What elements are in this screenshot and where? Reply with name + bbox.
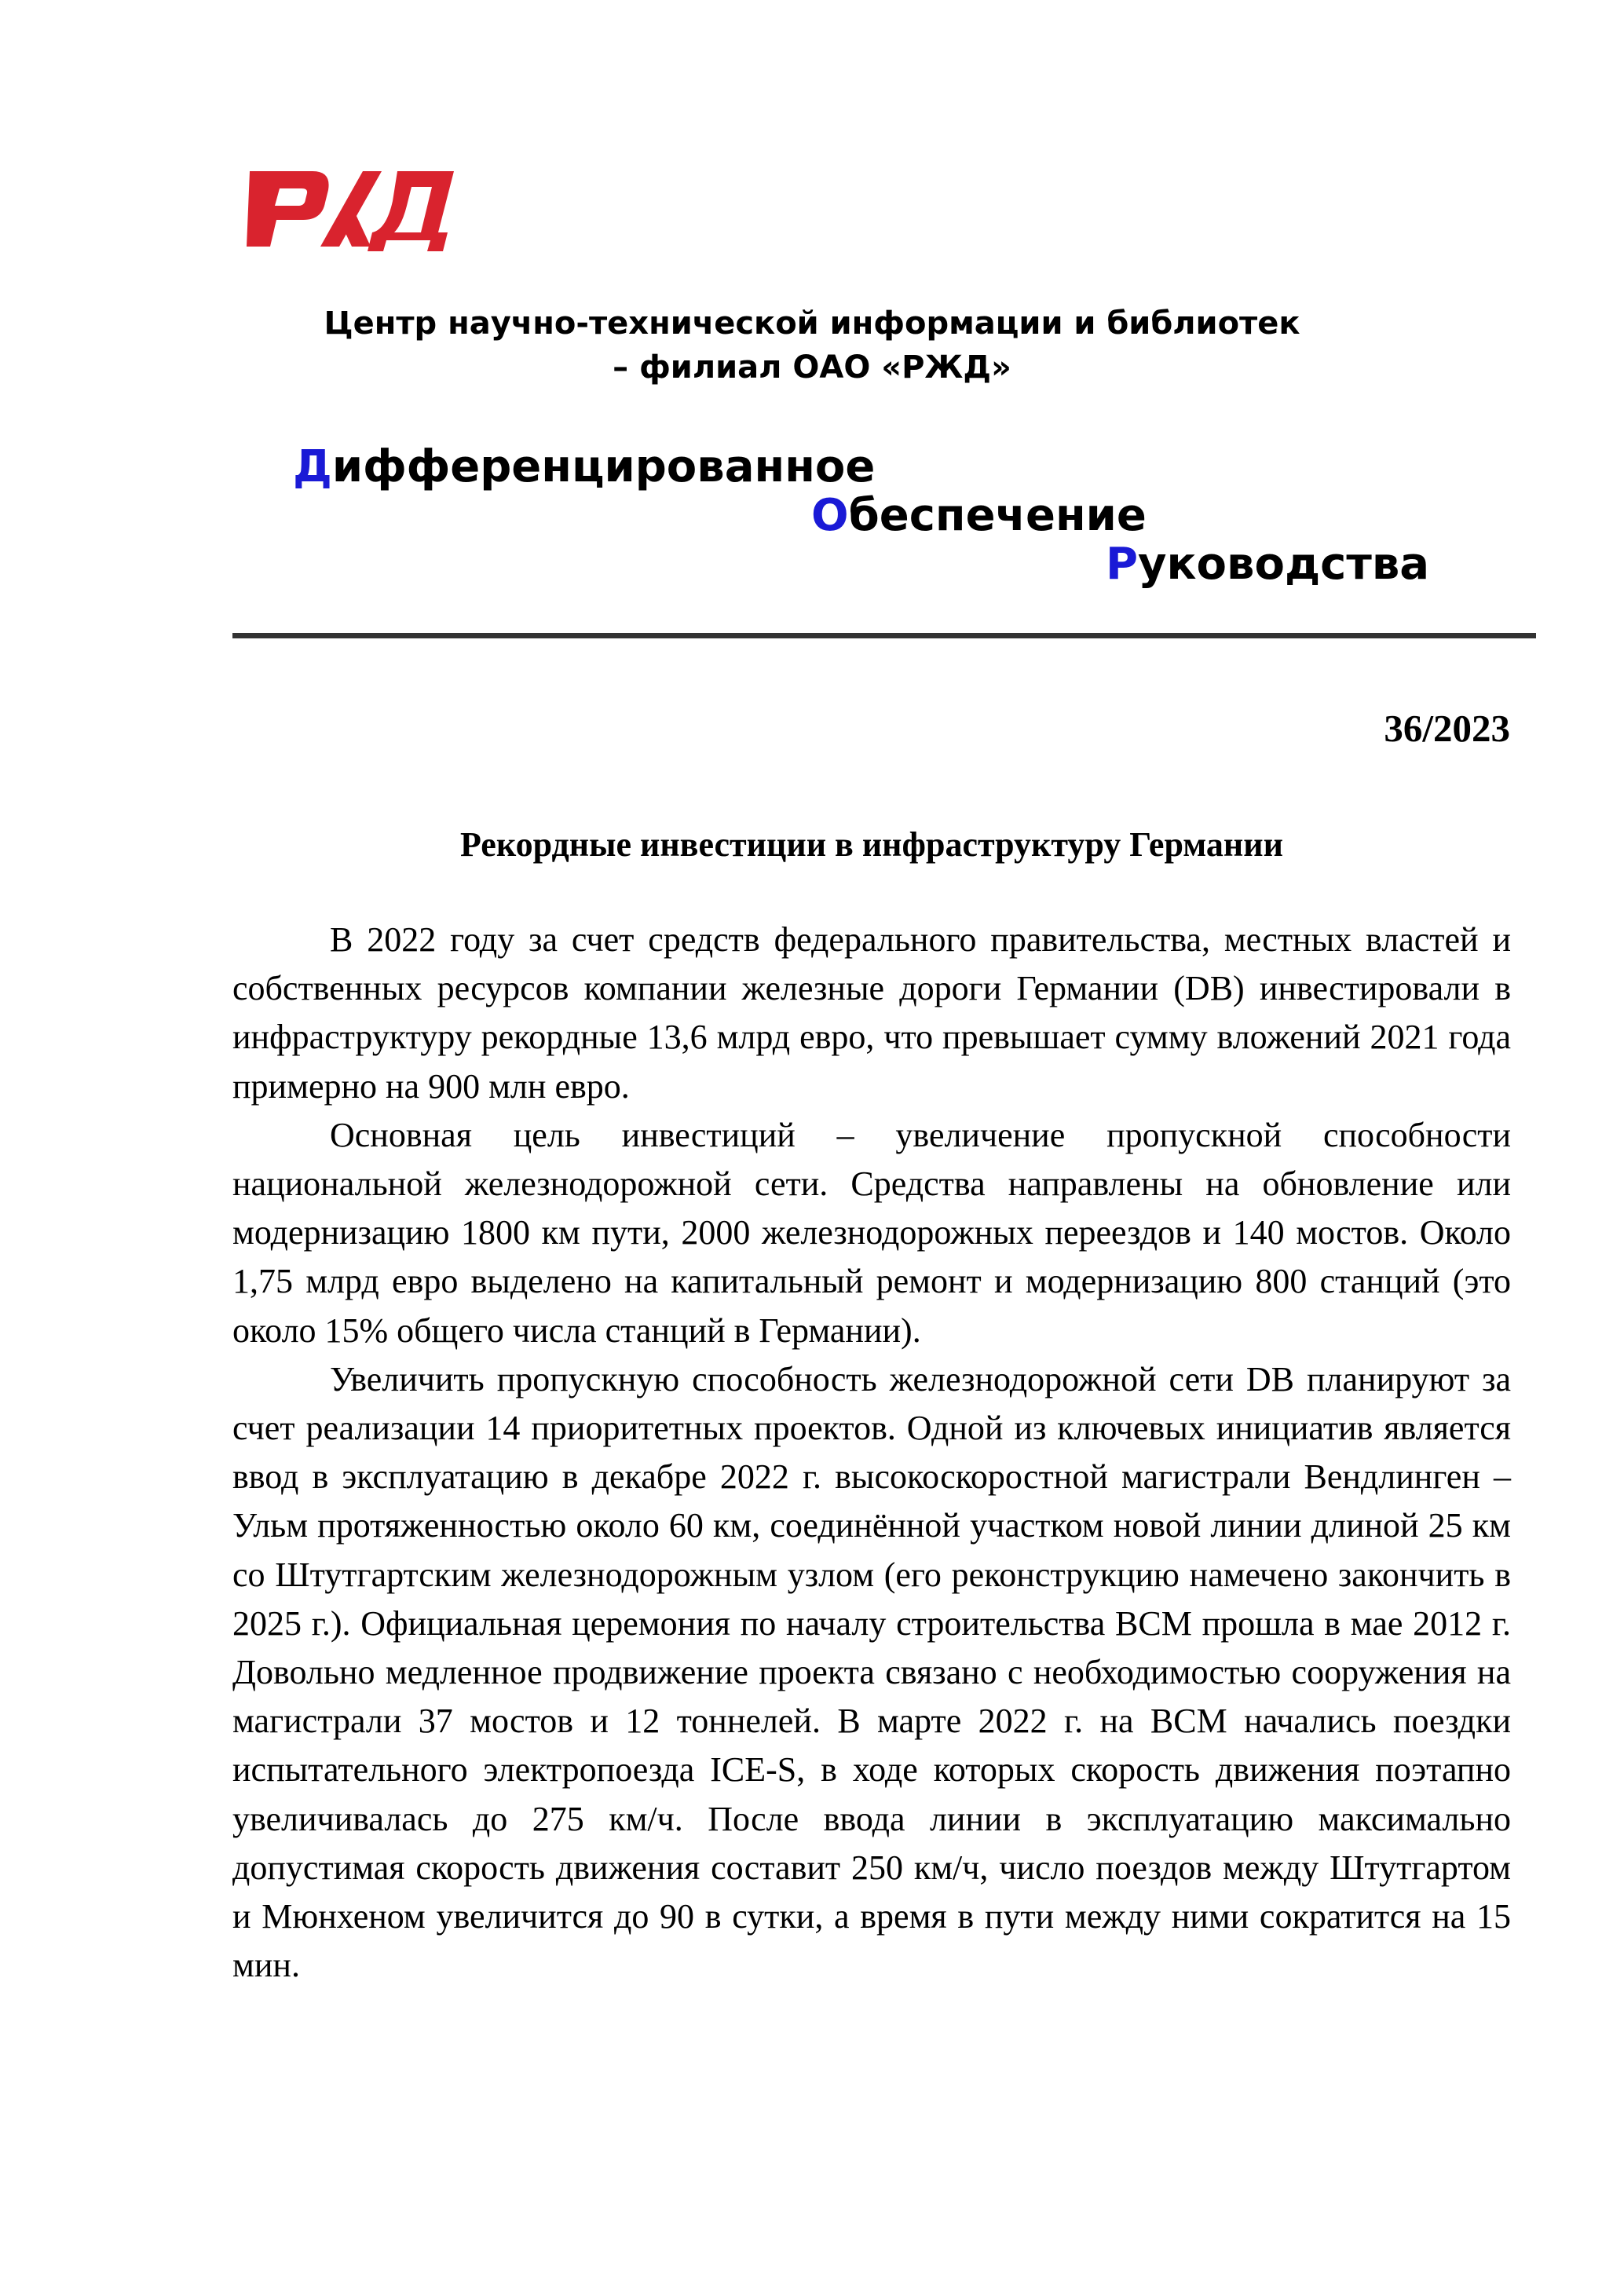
product-name-word-1: [293, 440, 875, 495]
product-initial-3: Р: [1106, 539, 1139, 590]
article-paragraph-1: В 2022 году за счет средств федерального правительства, местных властей и собственных ресурсов компании железные дороги Германии (DB) инвестировали в инфраструктуру рекордные 13,6 млрд евро, что превышает сумму вложений 2021 года примерно на 900 млн евро.: [232, 920, 1511, 1106]
product-word-rest-2: беспечение: [848, 490, 1147, 541]
article-paragraph-3: Увеличить пропускную способность железнодорожной сети DB планируют за счет реализации 14 приоритетных проектов. Одной из ключевых инициатив является ввод в эксплуатацию в декабре 2022 г. высокоскоростной магистрали Вендлинген – Ульм протяженностью около 60 км, соединённой участком новой линии длиной 25 км со Штутгартским железнодорожным узлом (его реконструкцию намечено закончить в 2025 г.). Официальная церемония по началу строительства ВСМ прошла в мае 2012 г. Довольно медленное продвижение проекта связано с необходимостью сооружения на магистрали 37 мостов и 12 тоннелей. В марте 2022 г. на ВСМ начались поездки испытательного электропоезда ICE-S, в ходе которых скорость движения поэтапно увеличивалась до 275 км/ч. После ввода линии в эксплуатацию максимально допустимая скорость движения составит 250 км/ч, число поездов между Штутгартом и Мюнхеном увеличится до 90 в сутки, а время в пути между ними сократится на 15 мин.: [232, 1359, 1511, 1985]
article-title: Рекордные инвестиции в инфраструктуру Германии: [460, 825, 1283, 864]
product-word-rest-3: уководства: [1138, 539, 1430, 590]
organization-name-line-2: – филиал ОАО «РЖД»: [613, 349, 1011, 386]
header-divider: [232, 633, 1536, 638]
product-word-rest-1: ифференцированное: [331, 441, 876, 492]
organization-name-line-1: Центр научно-технической информации и библиотек: [324, 305, 1300, 342]
article-body: [232, 916, 1511, 1990]
issue-number: 36/2023: [1384, 707, 1510, 750]
rzd-logo-mark: [247, 171, 454, 251]
article-paragraph-2: Основная цель инвестиций – увеличение пропускной способности национальной железнодорожной сети. Средства направлены на обновление или модернизацию 1800 км пути, 2000 железнодорожных переездов и 140 мостов. Около 1,75 млрд евро выделено на капитальный ремонт и модернизацию 800 станций (это около 15% общего числа станций в Германии).: [232, 1115, 1511, 1350]
product-initial-1: Д: [293, 441, 332, 492]
rzd-logo: [232, 154, 462, 256]
product-name-word-2: [811, 488, 1147, 543]
product-initial-2: О: [811, 490, 849, 541]
product-name-word-3: [1106, 537, 1429, 592]
